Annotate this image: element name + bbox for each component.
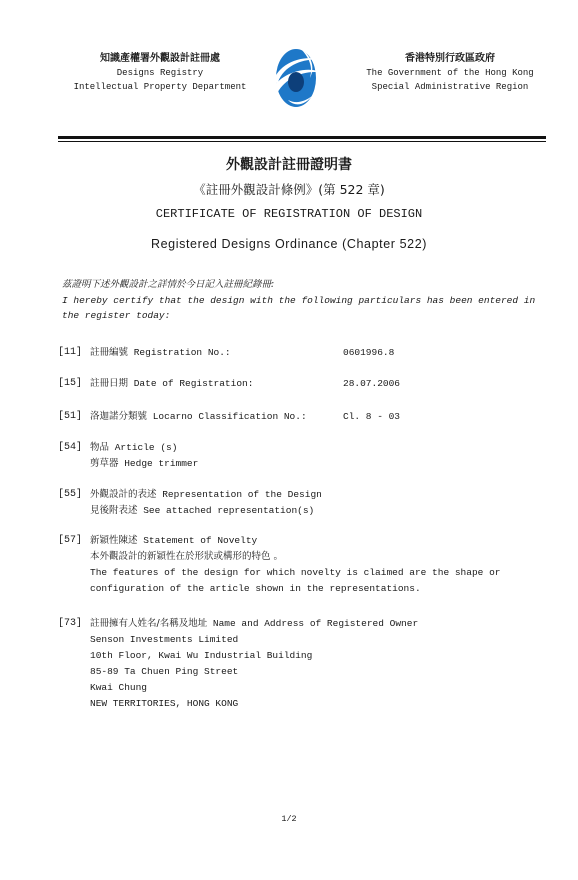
registration-no-value: 0601996.8 [343,347,395,358]
certify-english-line2: the register today: [62,310,171,321]
novelty-value-en-line1: The features of the design for which novelty is claimed are the shape or [90,567,501,578]
field-label-en: Article (s) [114,442,178,453]
field-code-51: [51] [58,411,83,422]
article-value-en: Hedge trimmer [124,458,199,469]
field-label-zh: 註冊日期 [90,378,129,389]
title-chinese: 外觀設計註冊證明書 [226,157,352,173]
header-right-chinese: 香港特別行政區政府 [405,53,495,64]
field-label-en: Name and Address of Registered Owner [212,618,419,629]
field-registration-no [90,345,231,361]
ordinance-chinese: 《註冊外觀設計條例》(第 522 章) [193,182,385,197]
field-label-zh: 洛迦諾分類號 [90,411,148,422]
field-code-57: [57] [58,535,83,546]
header-rule-thin [58,141,546,142]
header-right-line2: Special Administrative Region [371,82,529,92]
field-code-15: [15] [58,378,83,389]
field-locarno-classification [90,409,307,425]
field-label-en: Date of Registration: [133,378,254,389]
certify-english-line1: I hereby certify that the design with the following particulars has been entered in [62,295,536,306]
field-code-54: [54] [58,442,83,453]
field-label-zh: 註冊編號 [90,347,129,358]
header-left-chinese: 知識產權署外觀設計註冊處 [100,53,220,64]
owner-name: Senson Investments Limited [90,634,239,645]
header-rule-thick [58,136,546,139]
field-code-73: [73] [58,618,83,629]
field-registered-owner [90,616,418,712]
field-label-en: Representation of the Design [162,489,322,500]
field-code-11: [11] [58,347,83,358]
owner-address-line2: 85-89 Ta Chuen Ping Street [90,666,239,677]
owner-address-line1: 10th Floor, Kwai Wu Industrial Building [90,650,313,661]
title-english: CERTIFICATE OF REGISTRATION OF DESIGN [155,207,423,221]
representation-value-en: See attached representation(s) [143,505,315,516]
novelty-value-en-line2: configuration of the article shown in the representations. [90,583,421,594]
header-left-line1: Designs Registry [116,68,204,78]
header-left-line2: Intellectual Property Department [73,82,247,92]
field-label-zh: 新穎性陳述 [90,535,138,546]
certify-chinese: 茲證明下述外觀設計之詳情於今日記入註冊紀錄冊: [62,279,275,290]
article-value-zh: 剪草器 [90,458,119,469]
field-label-en: Locarno Classification No.: [152,411,307,422]
locarno-classification-value: Cl. 8 - 03 [343,411,401,422]
field-label-en: Registration No.: [133,347,231,358]
field-label-zh: 外觀設計的表述 [90,489,157,500]
header-right [355,52,545,94]
registration-date-value: 28.07.2006 [343,378,401,389]
field-article [90,440,198,472]
field-registration-date [90,376,253,392]
page-number: 1/2 [281,814,297,824]
owner-address-line3: Kwai Chung [90,682,148,693]
header-left [70,52,250,94]
field-label-en: Statement of Novelty [143,535,258,546]
representation-value-zh: 見後附表述 [90,505,138,516]
field-label-zh: 註冊擁有人姓名/名稱及地址 [90,618,208,629]
ordinance-english: Registered Designs Ordinance (Chapter 522) [150,237,428,251]
owner-address-line4: NEW TERRITORIES, HONG KONG [90,698,239,709]
hksar-emblem-logo [266,42,330,118]
field-statement-of-novelty [90,533,500,597]
field-label-zh: 物品 [90,442,110,453]
header-right-line1: The Government of the Hong Kong [366,68,534,78]
field-representation [90,487,322,519]
novelty-value-zh: 本外觀設計的新穎性在於形狀或構形的特色 。 [90,551,284,562]
field-code-55: [55] [58,489,83,500]
